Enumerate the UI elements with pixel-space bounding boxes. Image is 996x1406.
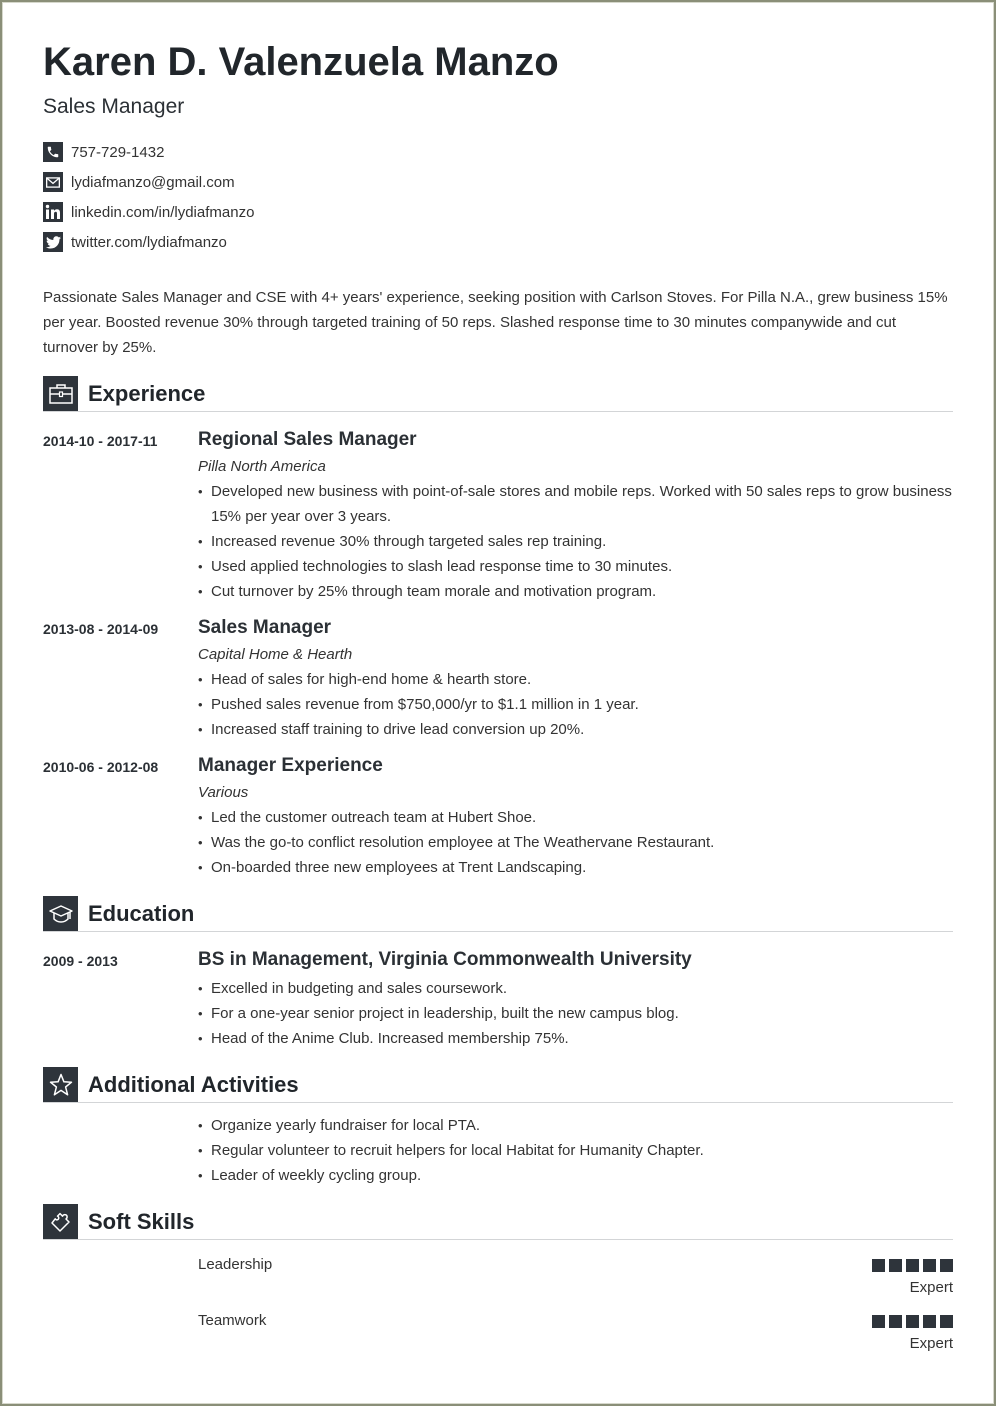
skill-rating-bar [872, 1259, 953, 1272]
rating-square [872, 1259, 885, 1272]
skill-row [198, 1254, 953, 1296]
skills-heading-row [43, 1204, 953, 1240]
entry-degree: BS in Management, Virginia Commonwealth University [198, 949, 692, 970]
bullet-item: • Led the customer outreach team at Hubert Shoe. [198, 805, 953, 830]
skill-level: Expert [909, 1279, 953, 1296]
bullet-item: • Cut turnover by 25% through team morale and motivation program. [198, 579, 953, 604]
rating-square [940, 1315, 953, 1328]
activities-list [198, 1113, 953, 1188]
activities-heading-row [43, 1067, 953, 1103]
skill-name: Teamwork [198, 1312, 267, 1329]
skills-section [43, 1204, 953, 1352]
rating-square [923, 1315, 936, 1328]
bullet-item: • For a one-year senior project in leadership, built the new campus blog. [198, 1001, 953, 1026]
star-icon [43, 1067, 78, 1102]
rating-square [889, 1315, 902, 1328]
education-section [43, 896, 953, 1051]
job-title: Sales Manager [43, 95, 185, 118]
bullet-item: • Was the go-to conflict resolution employee at The Weathervane Restaurant. [198, 830, 953, 855]
education-heading: Education [88, 900, 195, 926]
rating-square [906, 1315, 919, 1328]
graduation-cap-icon [43, 896, 78, 931]
phone-icon [43, 142, 63, 162]
skill-name: Leadership [198, 1256, 273, 1273]
candidate-name: Karen D. Valenzuela Manzo [43, 40, 559, 84]
resume [43, 38, 953, 1352]
entry-company: Pilla North America [198, 458, 326, 475]
bullet-item: • Leader of weekly cycling group. [198, 1163, 953, 1188]
skills-heading: Soft Skills [88, 1208, 195, 1234]
experience-entry [43, 754, 953, 880]
bullet-item: • Regular volunteer to recruit helpers for local Habitat for Humanity Chapter. [198, 1138, 953, 1163]
experience-heading-row [43, 376, 953, 412]
skill-level: Expert [909, 1335, 953, 1352]
rating-square [872, 1315, 885, 1328]
twitter-icon [43, 232, 63, 252]
phone-number[interactable]: 757-729-1432 [71, 143, 165, 161]
entry-dates: 2010-06 - 2012-08 [43, 759, 159, 775]
entry-role: Sales Manager [198, 617, 332, 638]
entry-company: Capital Home & Hearth [198, 646, 353, 663]
professional-summary: Passionate Sales Manager and CSE with 4+ years' experience, seeking position with Carlson Stoves. For Pilla N.A., grew business 15% per year. Boosted revenue 30% through targeted training of 50 reps. Slashed response time to 30 minutes companywide and cut turnover by 25%. [43, 289, 948, 356]
bullet-item: • Organize yearly fundraiser for local PTA. [198, 1113, 953, 1138]
contact-phone [43, 137, 953, 167]
experience-heading: Experience [88, 380, 206, 406]
rating-square [940, 1259, 953, 1272]
email-link[interactable]: lydiafmanzo@gmail.com [71, 173, 235, 191]
rating-square [889, 1259, 902, 1272]
skill-row [198, 1310, 953, 1352]
bullet-item: • Used applied technologies to slash lead response time to 30 minutes. [198, 554, 953, 579]
email-icon [43, 172, 63, 192]
activities-section [43, 1067, 953, 1188]
entry-role: Manager Experience [198, 755, 383, 776]
entry-bullets [198, 805, 953, 880]
entry-role: Regional Sales Manager [198, 429, 417, 450]
bullet-item: • Head of sales for high-end home & hearth store. [198, 667, 953, 692]
bullet-item: • Pushed sales revenue from $750,000/yr to $1.1 million in 1 year. [198, 692, 953, 717]
puzzle-piece-icon [43, 1204, 78, 1239]
experience-entry [43, 428, 953, 604]
briefcase-icon [43, 376, 78, 411]
bullet-item: • Increased staff training to drive lead conversion up 20%. [198, 717, 953, 742]
bullet-item: • Head of the Anime Club. Increased membership 75%. [198, 1026, 953, 1051]
entry-dates: 2009 - 2013 [43, 953, 118, 969]
education-entry [43, 948, 953, 1051]
contact-twitter [43, 227, 953, 257]
entry-bullets [198, 479, 953, 604]
activities-heading: Additional Activities [88, 1071, 299, 1097]
entry-bullets [198, 976, 953, 1051]
skill-rating-bar [872, 1315, 953, 1328]
linkedin-link[interactable]: linkedin.com/in/lydiafmanzo [71, 203, 255, 221]
bullet-item: • Excelled in budgeting and sales coursework. [198, 976, 953, 1001]
bullet-item: • On-boarded three new employees at Trent Landscaping. [198, 855, 953, 880]
entry-dates: 2014-10 - 2017-11 [43, 433, 158, 449]
entry-company: Various [198, 784, 249, 801]
contact-email [43, 167, 953, 197]
rating-square [906, 1259, 919, 1272]
bullet-item: • Increased revenue 30% through targeted sales rep training. [198, 529, 953, 554]
linkedin-icon [43, 202, 63, 222]
experience-entry [43, 616, 953, 742]
contact-list [43, 137, 953, 257]
contact-linkedin [43, 197, 953, 227]
rating-square [923, 1259, 936, 1272]
entry-bullets [198, 667, 953, 742]
entry-dates: 2013-08 - 2014-09 [43, 621, 159, 637]
bullet-item: • Developed new business with point-of-sale stores and mobile reps. Worked with 50 sales reps to grow business 15% per year over 3 years. [198, 479, 953, 529]
twitter-link[interactable]: twitter.com/lydiafmanzo [71, 233, 227, 251]
experience-section [43, 376, 953, 880]
education-heading-row [43, 896, 953, 932]
